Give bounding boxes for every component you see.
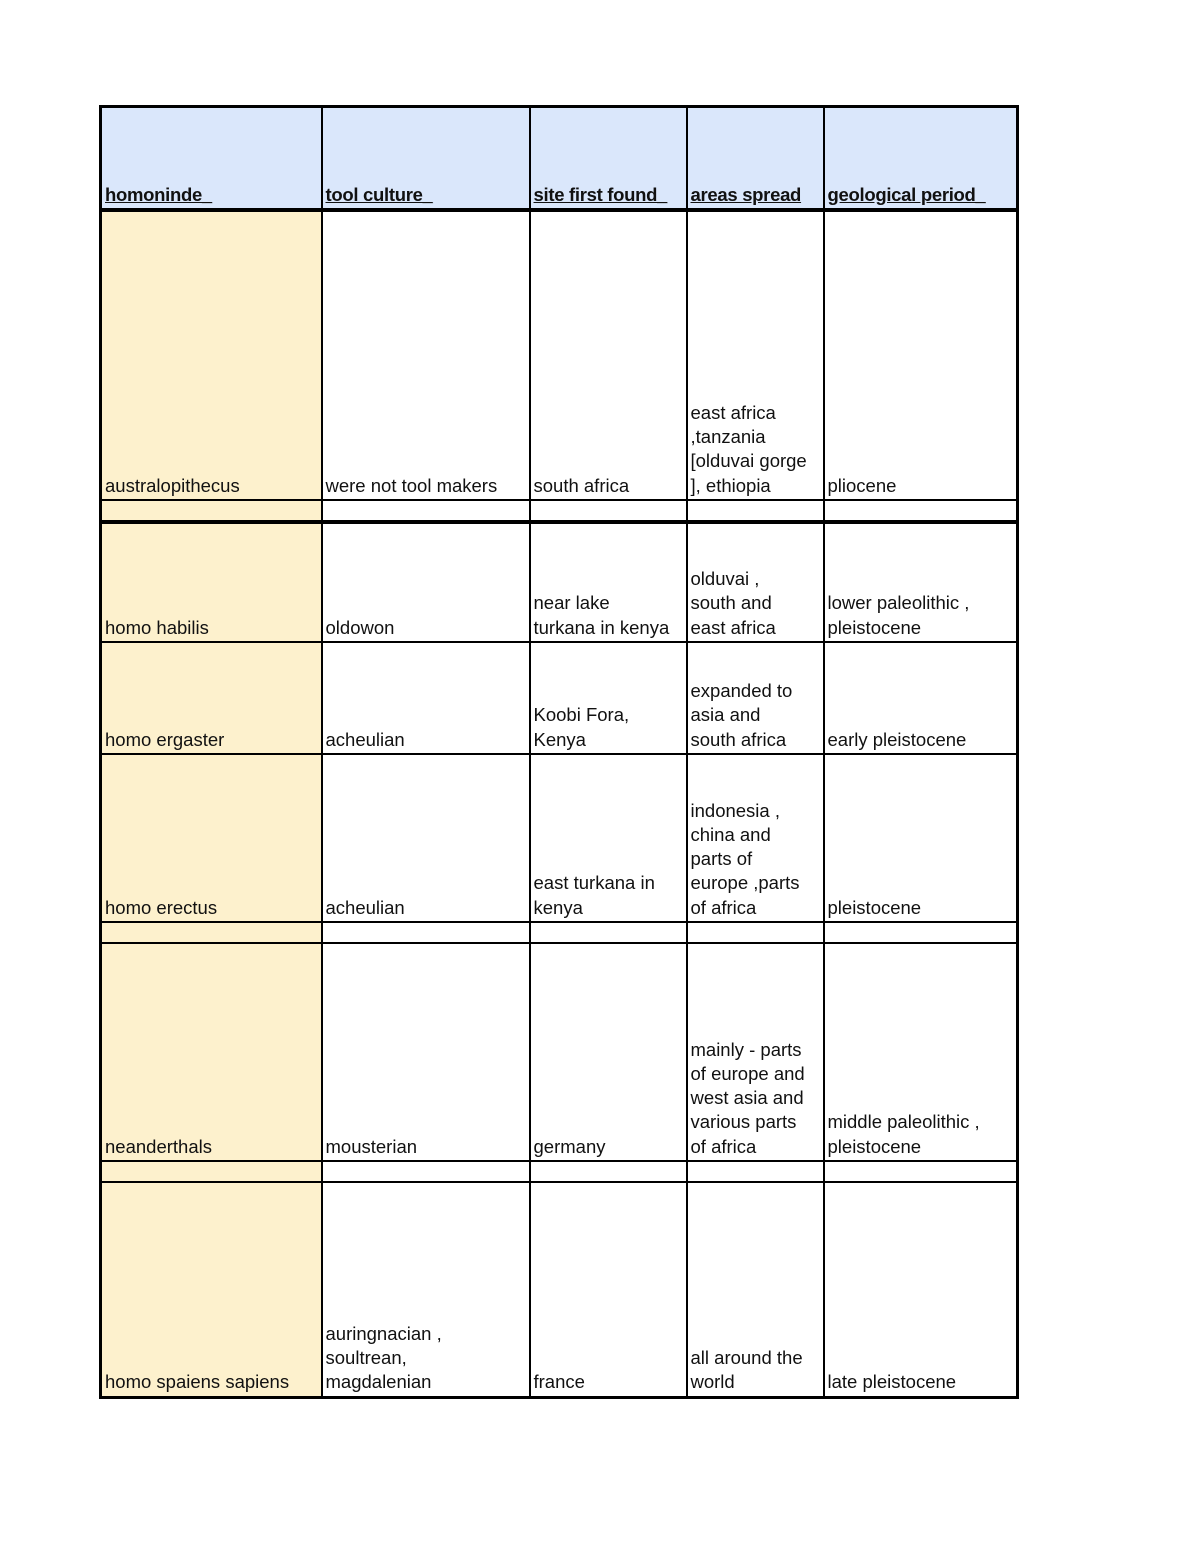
table-row xyxy=(101,1182,1018,1397)
blank-cell xyxy=(824,1161,1018,1182)
cell-homoninde: homo erectus xyxy=(101,754,322,922)
blank-cell xyxy=(101,922,322,943)
header-areas-spread: areas spread xyxy=(687,107,824,211)
hominid-table xyxy=(99,105,1019,1399)
cell-tool-culture: were not tool makers xyxy=(322,210,530,500)
cell-site-first-found: germany xyxy=(530,943,687,1161)
blank-row xyxy=(101,922,1018,943)
cell-site-first-found: france xyxy=(530,1182,687,1397)
cell-homoninde: neanderthals xyxy=(101,943,322,1161)
table-row xyxy=(101,210,1018,500)
table-row xyxy=(101,943,1018,1161)
cell-tool-culture: acheulian xyxy=(322,754,530,922)
blank-cell xyxy=(322,1161,530,1182)
cell-tool-culture: oldowon xyxy=(322,522,530,642)
header-homoninde: homoninde_ xyxy=(101,107,322,211)
cell-homoninde: homo spaiens sapiens xyxy=(101,1182,322,1397)
cell-geological-period: middle paleolithic , pleistocene xyxy=(824,943,1018,1161)
blank-row xyxy=(101,500,1018,522)
blank-cell xyxy=(530,1161,687,1182)
blank-cell xyxy=(101,500,322,522)
blank-cell xyxy=(824,500,1018,522)
header-tool-culture: tool culture_ xyxy=(322,107,530,211)
cell-tool-culture: acheulian xyxy=(322,642,530,754)
table-row xyxy=(101,754,1018,922)
cell-areas-spread: east africa ,tanzania [olduvai gorge ], ethiopia xyxy=(687,210,824,500)
blank-cell xyxy=(824,922,1018,943)
cell-geological-period: late pleistocene xyxy=(824,1182,1018,1397)
cell-geological-period: early pleistocene xyxy=(824,642,1018,754)
cell-geological-period: lower paleolithic , pleistocene xyxy=(824,522,1018,642)
blank-cell xyxy=(687,1161,824,1182)
blank-cell xyxy=(687,500,824,522)
blank-cell xyxy=(530,922,687,943)
cell-site-first-found: Koobi Fora, Kenya xyxy=(530,642,687,754)
blank-cell xyxy=(687,922,824,943)
blank-cell xyxy=(322,500,530,522)
cell-areas-spread: all around the world xyxy=(687,1182,824,1397)
table-row xyxy=(101,642,1018,754)
cell-areas-spread: indonesia , china and parts of europe ,parts of africa xyxy=(687,754,824,922)
cell-homoninde: australopithecus xyxy=(101,210,322,500)
blank-cell xyxy=(530,500,687,522)
cell-site-first-found: east turkana in kenya xyxy=(530,754,687,922)
cell-site-first-found: south africa xyxy=(530,210,687,500)
blank-row xyxy=(101,1161,1018,1182)
cell-areas-spread: expanded to asia and south africa xyxy=(687,642,824,754)
blank-cell xyxy=(101,1161,322,1182)
cell-site-first-found: near lake turkana in kenya xyxy=(530,522,687,642)
blank-cell xyxy=(322,922,530,943)
cell-tool-culture: mousterian xyxy=(322,943,530,1161)
table-header-row xyxy=(101,107,1018,211)
header-site-first-found: site first found_ xyxy=(530,107,687,211)
header-geological-period: geological period_ xyxy=(824,107,1018,211)
cell-areas-spread: olduvai , south and east africa xyxy=(687,522,824,642)
cell-geological-period: pliocene xyxy=(824,210,1018,500)
cell-homoninde: homo ergaster xyxy=(101,642,322,754)
cell-geological-period: pleistocene xyxy=(824,754,1018,922)
table-row xyxy=(101,522,1018,642)
cell-tool-culture: auringnacian , soultrean, magdalenian xyxy=(322,1182,530,1397)
cell-homoninde: homo habilis xyxy=(101,522,322,642)
cell-areas-spread: mainly - parts of europe and west asia and various parts of africa xyxy=(687,943,824,1161)
